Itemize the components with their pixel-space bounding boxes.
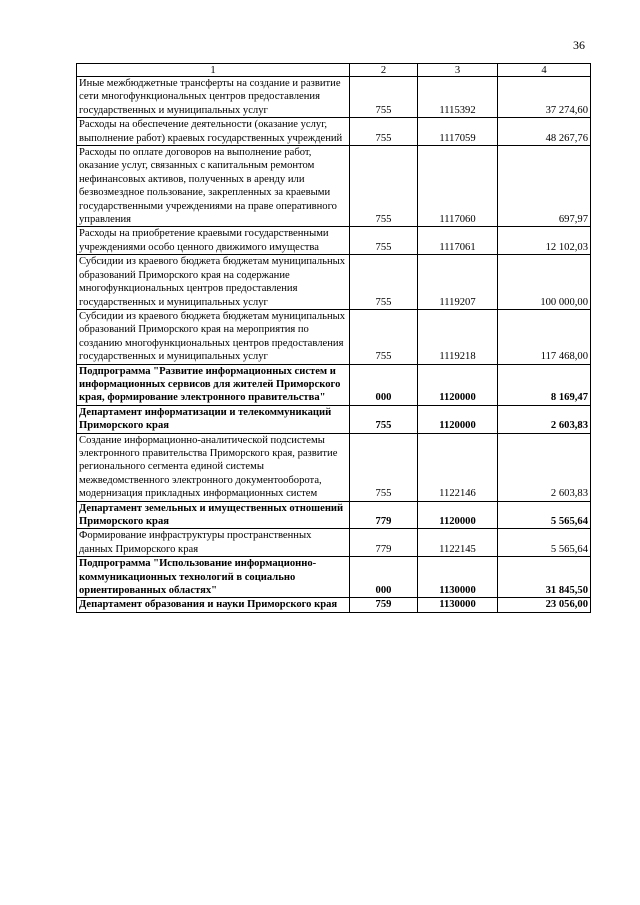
column-header: 1 — [77, 64, 350, 77]
row-code-cell: 755 — [350, 118, 418, 146]
row-target-cell: 1122145 — [418, 529, 498, 557]
row-target-cell: 1130000 — [418, 557, 498, 598]
table-row — [77, 364, 591, 405]
table-row — [77, 529, 591, 557]
table-row — [77, 501, 591, 529]
column-header: 3 — [418, 64, 498, 77]
row-name-cell: Подпрограмма "Использование информационно-коммуникационных технологий в социально ориентированных областях" — [77, 557, 350, 598]
table-row — [77, 146, 591, 227]
table-row — [77, 433, 591, 501]
table-row — [77, 255, 591, 310]
row-name-cell: Создание информационно-аналитической подсистемы электронного правительства Приморского края, развитие регионального сегмента единой системы межведомственного электронного документооборота, модернизация прикладных информационных систем — [77, 433, 350, 501]
row-target-cell: 1117059 — [418, 118, 498, 146]
row-name-cell: Департамент земельных и имущественных отношений Приморского края — [77, 501, 350, 529]
table-row — [77, 77, 591, 118]
column-header: 2 — [350, 64, 418, 77]
row-code-cell: 000 — [350, 557, 418, 598]
table-row — [77, 227, 591, 255]
table-header-row — [77, 64, 591, 77]
row-name-cell: Департамент образования и науки Приморского края — [77, 598, 350, 612]
row-target-cell: 1117061 — [418, 227, 498, 255]
row-name-cell: Субсидии из краевого бюджета бюджетам муниципальных образований Приморского края на содержание многофункциональных центров предоставления государственных и муниципальных услуг — [77, 255, 350, 310]
row-target-cell: 1120000 — [418, 405, 498, 433]
row-code-cell: 755 — [350, 255, 418, 310]
row-name-cell: Иные межбюджетные трансферты на создание и развитие сети многофункциональных центров предоставления государственных и муниципальных услуг — [77, 77, 350, 118]
row-code-cell: 755 — [350, 433, 418, 501]
page-number: 36 — [573, 38, 585, 52]
row-code-cell: 779 — [350, 501, 418, 529]
row-target-cell: 1115392 — [418, 77, 498, 118]
budget-table — [76, 63, 591, 613]
row-target-cell: 1120000 — [418, 501, 498, 529]
row-amount-cell: 2 603,83 — [498, 405, 591, 433]
row-name-cell: Формирование инфраструктуры пространственных данных Приморского края — [77, 529, 350, 557]
row-amount-cell: 23 056,00 — [498, 598, 591, 612]
row-amount-cell: 12 102,03 — [498, 227, 591, 255]
row-code-cell: 755 — [350, 77, 418, 118]
row-amount-cell: 2 603,83 — [498, 433, 591, 501]
table-row — [77, 557, 591, 598]
row-amount-cell: 117 468,00 — [498, 309, 591, 364]
row-name-cell: Департамент информатизации и телекоммуникаций Приморского края — [77, 405, 350, 433]
column-header: 4 — [498, 64, 591, 77]
row-target-cell: 1120000 — [418, 364, 498, 405]
row-code-cell: 000 — [350, 364, 418, 405]
table-row — [77, 598, 591, 612]
row-name-cell: Субсидии из краевого бюджета бюджетам муниципальных образований Приморского края на мероприятия по созданию многофункциональных центров предоставления государственных и муниципальных услуг — [77, 309, 350, 364]
row-code-cell: 755 — [350, 227, 418, 255]
row-amount-cell: 31 845,50 — [498, 557, 591, 598]
row-name-cell: Расходы на обеспечение деятельности (оказание услуг, выполнение работ) краевых государственных учреждений — [77, 118, 350, 146]
table-row — [77, 405, 591, 433]
row-amount-cell: 100 000,00 — [498, 255, 591, 310]
row-amount-cell: 5 565,64 — [498, 501, 591, 529]
row-target-cell: 1117060 — [418, 146, 498, 227]
row-amount-cell: 5 565,64 — [498, 529, 591, 557]
row-name-cell: Расходы по оплате договоров на выполнение работ, оказание услуг, связанных с капитальным ремонтом нефинансовых активов, полученных в аренду или безвозмездное пользование, закрепленных за краевыми государственными учреждениями на праве оперативного управления — [77, 146, 350, 227]
row-target-cell: 1122146 — [418, 433, 498, 501]
row-amount-cell: 48 267,76 — [498, 118, 591, 146]
row-amount-cell: 8 169,47 — [498, 364, 591, 405]
row-amount-cell: 37 274,60 — [498, 77, 591, 118]
row-code-cell: 759 — [350, 598, 418, 612]
table-row — [77, 118, 591, 146]
row-target-cell: 1130000 — [418, 598, 498, 612]
row-name-cell: Расходы на приобретение краевыми государственными учреждениями особо ценного движимого имущества — [77, 227, 350, 255]
row-amount-cell: 697,97 — [498, 146, 591, 227]
table-row — [77, 309, 591, 364]
row-code-cell: 779 — [350, 529, 418, 557]
row-target-cell: 1119207 — [418, 255, 498, 310]
row-code-cell: 755 — [350, 146, 418, 227]
row-code-cell: 755 — [350, 309, 418, 364]
row-name-cell: Подпрограмма "Развитие информационных систем и информационных сервисов для жителей Приморского края, формирование электронного правительства" — [77, 364, 350, 405]
row-target-cell: 1119218 — [418, 309, 498, 364]
row-code-cell: 755 — [350, 405, 418, 433]
